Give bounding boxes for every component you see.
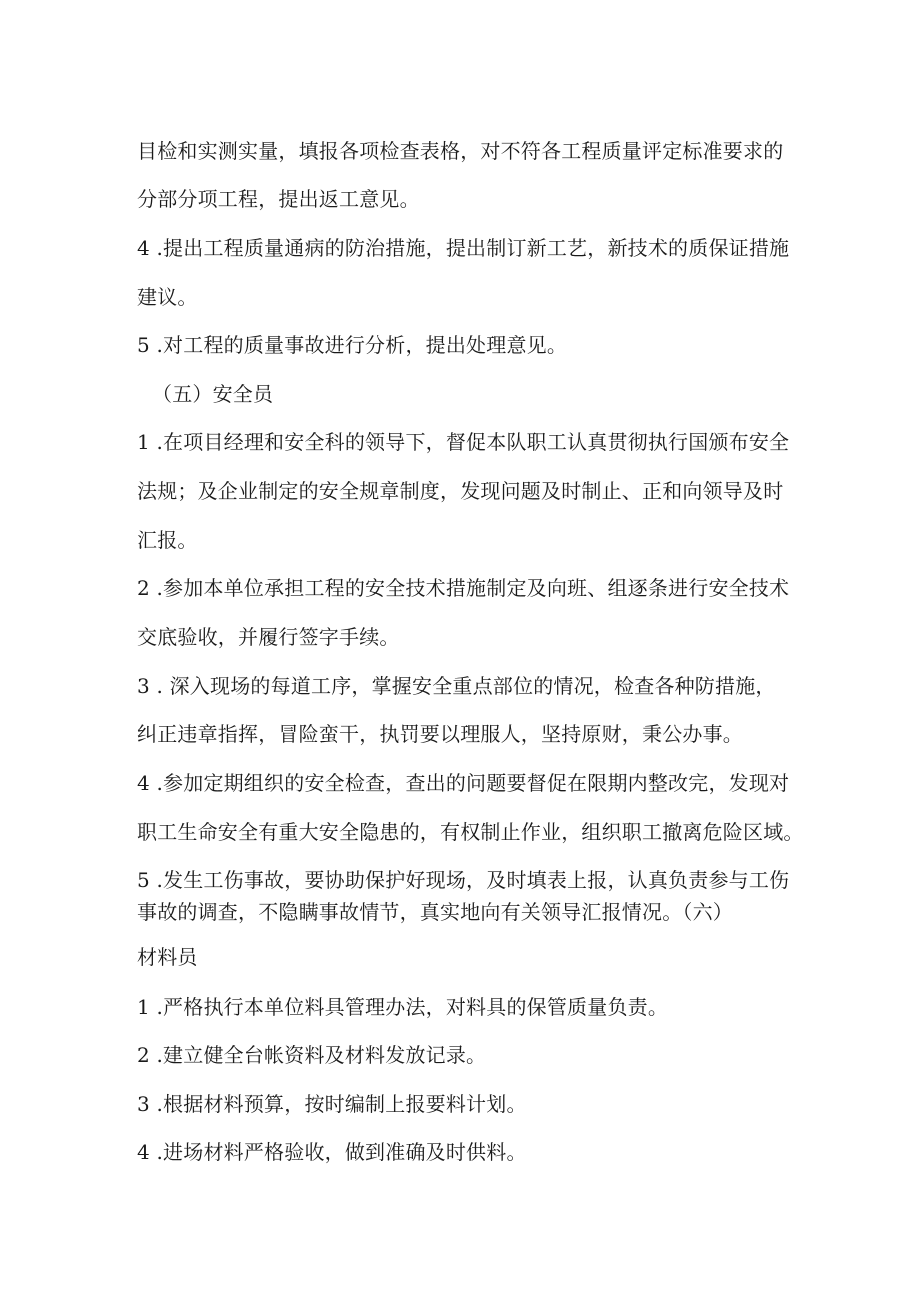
section-heading: （五）安全员 — [152, 382, 274, 406]
section-heading: 材料员 — [137, 945, 198, 969]
text-line: 分部分项工程，提出返工意见。 — [137, 187, 420, 211]
text-line: 4 .提出工程质量通病的防治措施，提出制订新工艺，新技术的质保证措施 — [137, 236, 790, 260]
text-line: 汇报。 — [137, 528, 198, 552]
text-line: 4 .参加定期组织的安全检查，查出的问题要督促在限期内整改完，发现对 — [137, 771, 790, 795]
text-line: 交底验收，并履行签字手续。 — [137, 625, 400, 649]
text-line: 1 .严格执行本单位料具管理办法，对料具的保管质量负责。 — [137, 995, 669, 1019]
text-line: 5 .对工程的质量事故进行分析，提出处理意见。 — [137, 333, 568, 357]
text-line: 2 .参加本单位承担工程的安全技术措施制定及向班、组逐条进行安全技术 — [137, 576, 790, 600]
text-line: 纠正违章指挥，冒险蛮干，执罚要以理服人，坚持原财，秉公办事。 — [137, 722, 743, 746]
text-line: 3 .根据材料预算，按时编制上报要料计划。 — [137, 1092, 527, 1116]
text-line: 1 .在项目经理和安全科的领导下，督促本队职工认真贯彻执行国颁布安全 — [137, 430, 790, 454]
text-line: 事故的调查，不隐瞒事故情节，真实地向有关领导汇报情况。（六） — [137, 900, 733, 924]
text-line: 建议。 — [137, 285, 198, 309]
text-line: 2 .建立健全台帐资料及材料发放记录。 — [137, 1043, 487, 1067]
text-line: 目检和实测实量，填报各项检查表格，对不符各工程质量评定标准要求的 — [137, 139, 784, 163]
text-line: 5 .发生工伤事故，要协助保护好现场，及时填表上报，认真负责参与工伤 — [137, 868, 790, 892]
text-line: 法规；及企业制定的安全规章制度，发现问题及时制止、正和向领导及时 — [137, 479, 784, 503]
text-line: 3 . 深入现场的每道工序，掌握安全重点部位的情况，检查各种防措施， — [137, 674, 776, 698]
text-line: 4 .进场材料严格验收，做到准确及时供料。 — [137, 1140, 527, 1164]
text-line: 职工生命安全有重大安全隐患的，有权制止作业，组织职工撤离危险区域。 — [137, 820, 804, 844]
